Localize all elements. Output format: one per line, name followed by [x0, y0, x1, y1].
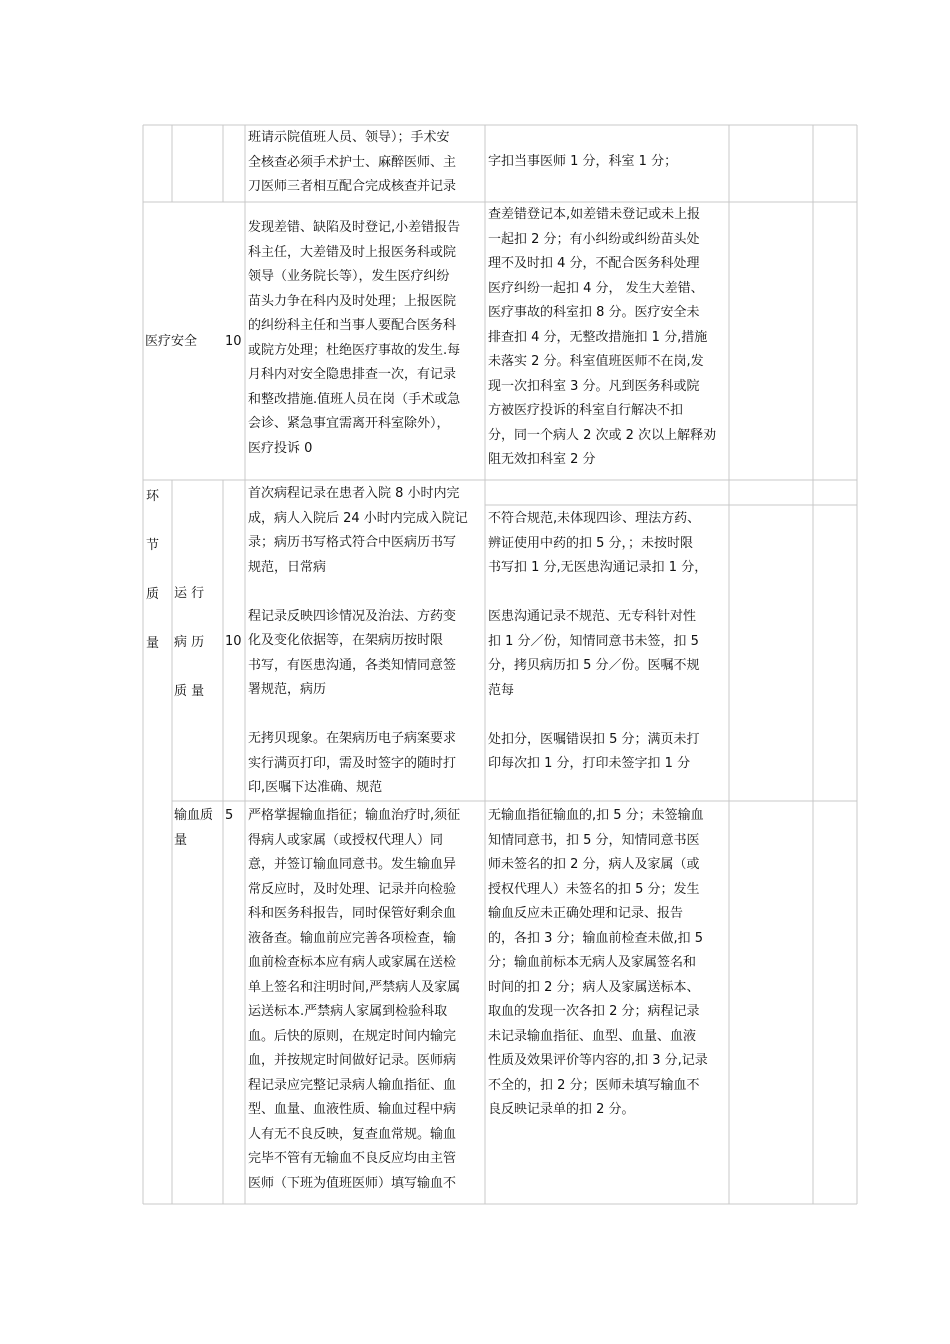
- text-line: 或院方处理；杜绝医疗事故的发生.每: [248, 342, 461, 358]
- text-line: 分，拷贝病历扣 5 分／份。医嘱不规: [488, 658, 700, 673]
- category-gap: [146, 559, 170, 584]
- text-line: 领导（业务院长等），发生医疗纠纷: [248, 269, 450, 284]
- text-line: 医疗事故的科室扣 8 分。医疗安全未: [488, 305, 700, 320]
- text-line: 不全的，扣 2 分；医师未填写输血不: [488, 1077, 700, 1093]
- text-line: 班请示院值班人员、领导）；手术安: [248, 130, 450, 145]
- text-line: 科主任，大差错及时上报医务科或院: [248, 244, 457, 260]
- text-line: 取血的发现一次各扣 2 分；病程记录: [488, 1004, 700, 1019]
- text-line: 授权代理人）未签名的扣 5 分；发生: [488, 881, 700, 897]
- text-line: 不符合规范,未体现四诊、理法方药、: [488, 511, 701, 526]
- text-line: [488, 703, 728, 728]
- text-line: 首次病程记录在患者入院 8 小时内完: [248, 486, 460, 501]
- text-line: 阻无效扣科室 2 分: [488, 452, 596, 467]
- text-line: 成，病人入院后 24 小时内完成入院记: [248, 510, 468, 526]
- text-line: 范每: [488, 682, 515, 698]
- text-line: 运送标本.严禁病人家属到检验科取: [248, 1004, 448, 1019]
- item-line: 输血质: [174, 808, 214, 823]
- row3-item: [174, 582, 222, 705]
- text-line: 会诊、紧急事宜需离开科室除外），: [248, 416, 450, 431]
- text-line: 规范，日常病: [248, 559, 327, 575]
- text-line: 处扣分，医嘱错误扣 5 分；满页未打: [488, 731, 700, 747]
- row3-standard: [248, 482, 484, 801]
- row4-standard: [248, 804, 484, 1196]
- text-line: 严格掌握输血指征；输血治疗时,须征: [248, 808, 461, 823]
- text-line: 医师（下班为值班医师）填写输血不: [248, 1175, 457, 1191]
- row3-deduction: [488, 507, 728, 777]
- text-line: 得病人或家属（或授权代理人）同: [248, 832, 444, 848]
- text-line: 录；病历书写格式符合中医病历书写: [248, 535, 457, 550]
- text-line: 的，各扣 3 分；输血前检查未做,扣 5: [488, 930, 704, 946]
- text-line: 的纠纷科主任和当事人要配合医务科: [248, 318, 457, 333]
- text-line: 完毕不管有无输血不良反应均由主管: [248, 1151, 457, 1166]
- text-line: 现一次扣科室 3 分。凡到医务科或院: [488, 378, 700, 394]
- text-line: 无拷贝现象。在架病历电子病案要求: [248, 731, 457, 746]
- text-line: 理不及时扣 4 分，不配合医务科处理: [488, 256, 700, 271]
- text-line: 署规范，病历: [248, 682, 327, 697]
- text-line: 程记录反映四诊情况及治法、方药变: [248, 608, 457, 624]
- item-line: 质 量: [174, 684, 205, 699]
- text-line: 时间的扣 2 分；病人及家属送标本、: [488, 979, 700, 995]
- text-line: 常反应时，及时处理、记录并向检验: [248, 881, 457, 897]
- text-line: 血前检查标本应有病人或家属在送检: [248, 955, 457, 970]
- text-line: 发现差错、缺陷及时登记,小差错报告: [248, 220, 461, 235]
- row3-category: [146, 485, 170, 657]
- row2-standard: [248, 216, 484, 461]
- category-char: 环: [146, 489, 160, 504]
- text-line: 方被医疗投诉的科室自行解决不扣: [488, 403, 684, 418]
- row3-score: 10: [225, 634, 242, 649]
- item-line: 量: [174, 832, 188, 848]
- text-line: 程记录应完整记录病人输血指征、血: [248, 1077, 457, 1093]
- text-line: 单上签名和注明时间,严禁病人及家属: [248, 979, 461, 995]
- category-gap: [146, 608, 170, 633]
- text-line: 月科内对安全隐患排查一次，有记录: [248, 367, 457, 382]
- row1-deduction: [488, 150, 728, 175]
- text-line: 未落实 2 分。科室值班医师不在岗,发: [488, 354, 704, 369]
- text-line: 印每次扣 1 分，打印未签字扣 1 分: [488, 756, 691, 771]
- text-line: 实行满页打印，需及时签字的随时打: [248, 755, 457, 771]
- text-line: 全核查必须手术护士、麻醉医师、主: [248, 154, 457, 170]
- item-line: 运 行: [174, 586, 205, 601]
- text-line: 分；输血前标本无病人及家属签名和: [488, 955, 697, 970]
- text-line: 书写扣 1 分,无医患沟通记录扣 1 分，: [488, 560, 708, 575]
- text-line: 无输血指征输血的,扣 5 分；未签输血: [488, 808, 704, 823]
- text-line: 字扣当事医师 1 分，科室 1 分；: [488, 154, 678, 169]
- text-line: 未记录输血指征、血型、血量、血液: [488, 1028, 697, 1044]
- row2-deduction: [488, 203, 728, 473]
- text-line: 输血反应未正确处理和记录、报告: [488, 906, 684, 921]
- text-line: 医疗投诉 0: [248, 440, 313, 456]
- item-gap: [174, 607, 222, 632]
- text-line: 型、血量、血液性质、输血过程中病: [248, 1102, 457, 1117]
- text-line: 人有无不良反映，复查血常规。输血: [248, 1126, 457, 1142]
- text-line: [488, 581, 728, 606]
- item-gap: [174, 656, 222, 681]
- text-line: 血。后快的原则，在规定时间内输完: [248, 1028, 457, 1044]
- text-line: 医患沟通记录不规范、无专科针对性: [488, 609, 697, 624]
- text-line: [248, 703, 484, 728]
- row2-item: 医疗安全: [145, 334, 198, 349]
- item-line: 病 历: [174, 635, 205, 650]
- row4-deduction: [488, 804, 728, 1123]
- text-line: 扣 1 分／份，知情同意书未签，扣 5: [488, 633, 699, 649]
- row1-standard: [248, 126, 484, 200]
- text-line: 辨证使用中药的扣 5 分，；未按时限: [488, 535, 694, 551]
- text-line: 和整改措施.值班人员在岗（手术或急: [248, 391, 461, 407]
- text-line: 一起扣 2 分；有小纠纷或纠纷苗头处: [488, 231, 700, 247]
- text-line: 知情同意书，扣 5 分，知情同意书医: [488, 832, 700, 848]
- text-line: [248, 580, 484, 605]
- row4-item: [174, 804, 222, 853]
- category-char: 量: [146, 636, 160, 651]
- text-line: 苗头力争在科内及时处理；上报医院: [248, 293, 457, 309]
- text-line: 医疗纠纷一起扣 4 分， 发生大差错、: [488, 280, 704, 296]
- text-line: 良反映记录单的扣 2 分。: [488, 1102, 635, 1117]
- category-char: 质: [146, 587, 160, 602]
- text-line: 化及变化依据等，在架病历按时限: [248, 633, 444, 648]
- row4-score: 5: [225, 808, 234, 823]
- text-line: 意，并签订输血同意书。发生输血异: [248, 857, 457, 872]
- text-line: 液备查。输血前应完善各项检查，输: [248, 930, 457, 946]
- category-char: 节: [146, 538, 160, 553]
- category-gap: [146, 510, 170, 535]
- text-line: 科和医务科报告，同时保管好剩余血: [248, 906, 457, 921]
- text-line: 查差错登记本,如差错未登记或未上报: [488, 207, 701, 222]
- text-line: 血，并按规定时间做好记录。医师病: [248, 1053, 457, 1068]
- text-line: 印,医嘱下达准确、规范: [248, 780, 383, 795]
- text-line: 分，同一个病人 2 次或 2 次以上解释劝: [488, 427, 717, 443]
- text-line: 排查扣 4 分，无整改措施扣 1 分,措施: [488, 329, 708, 345]
- text-line: 刀医师三者相互配合完成核查并记录: [248, 179, 457, 194]
- text-line: 师未签名的扣 2 分，病人及家属（或: [488, 857, 700, 872]
- row2-score: 10: [225, 334, 242, 349]
- text-line: 性质及效果评价等内容的,扣 3 分,记录: [488, 1053, 708, 1068]
- text-line: 书写，有医患沟通，各类知情同意签: [248, 657, 457, 673]
